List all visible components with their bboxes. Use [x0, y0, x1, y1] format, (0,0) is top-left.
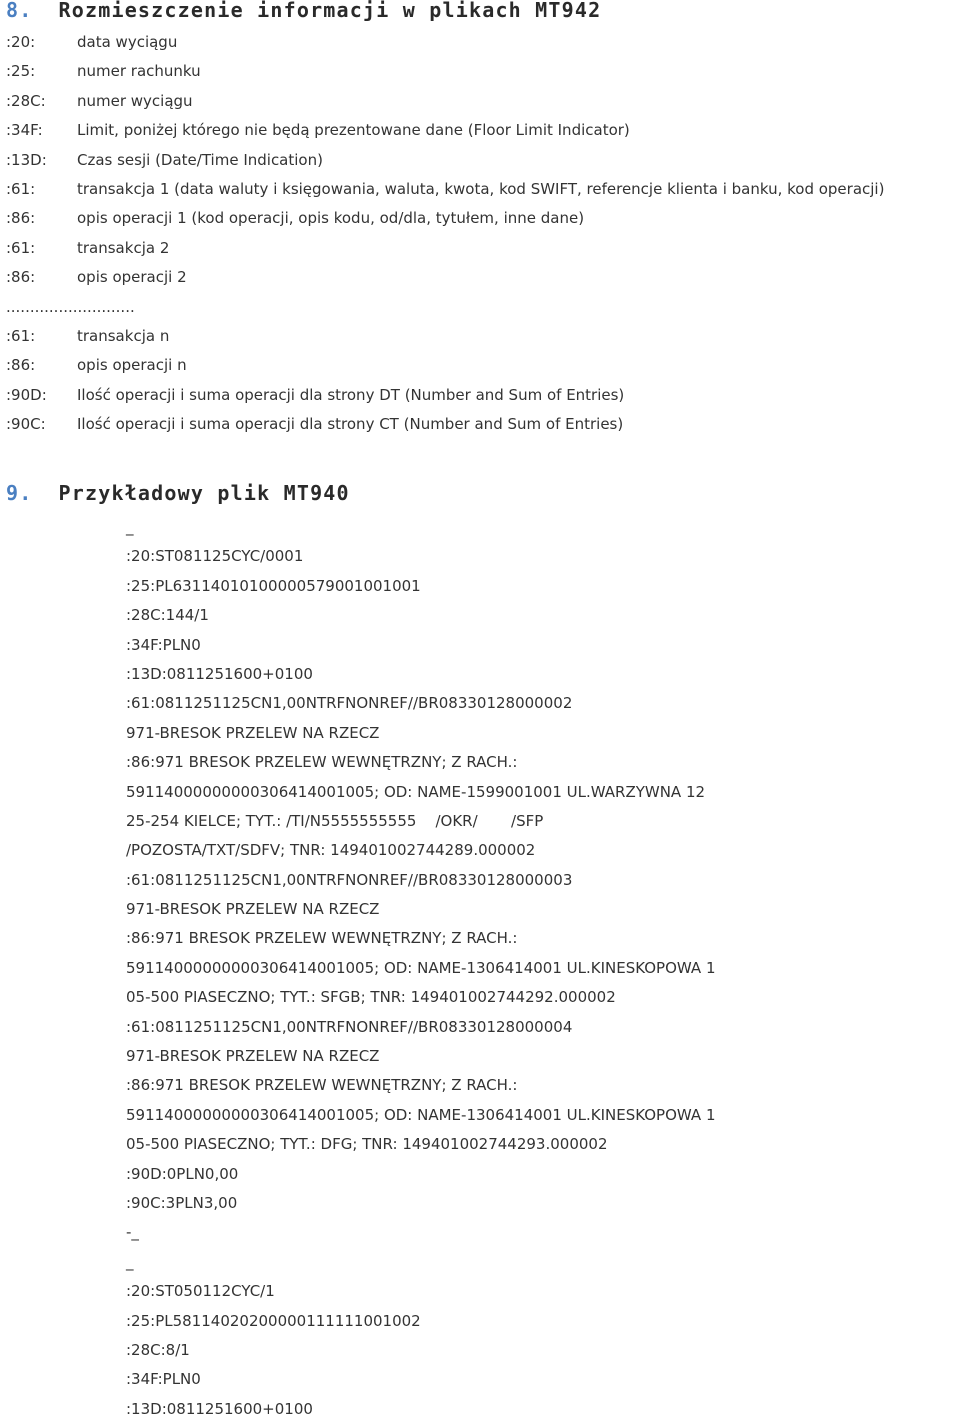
field-tag: :13D:: [6, 150, 47, 169]
field-row: [6, 263, 960, 292]
sample-line: :34F:PLN0: [126, 1370, 201, 1389]
sample-line: :90D:0PLN0,00: [126, 1164, 239, 1183]
sample-line: :61:0811251125CN1,00NTRFNONREF//BR08330128000003: [126, 870, 573, 889]
field-description: Ilość operacji i suma operacji dla strony CT (Number and Sum of Entries): [77, 415, 624, 434]
sample-line: :61:0811251125CN1,00NTRFNONREF//BR08330128000004: [126, 1017, 573, 1036]
sample-line: :25:PL58114020200000111111001002: [126, 1311, 421, 1330]
sample-line: :20:ST050112CYC/1: [126, 1282, 275, 1301]
sample-line: 59114000000000306414001005; OD: NAME-1306414001 UL.KINESKOPOWA 1: [126, 1105, 716, 1124]
sample-line: 05-500 PIASECZNO; TYT.: SFGB; TNR: 149401002744292.000002: [126, 988, 616, 1007]
section-8-heading: [6, 0, 601, 22]
sample-line: _: [126, 1252, 134, 1271]
field-row: [6, 293, 960, 322]
field-description: opis operacji 2: [77, 268, 187, 287]
field-tag: :86:: [6, 356, 36, 375]
field-list: [6, 28, 960, 439]
field-row: [6, 351, 960, 380]
sample-line: -_: [126, 1223, 139, 1242]
field-row: [6, 146, 960, 175]
field-tag: ...........................: [6, 297, 135, 316]
field-tag: :61:: [6, 326, 36, 345]
field-row: [6, 57, 960, 86]
sample-line: 971-BRESOK PRZELEW NA RZECZ: [126, 1047, 380, 1066]
field-tag: :61:: [6, 238, 36, 257]
sample-line: :28C:144/1: [126, 606, 209, 625]
field-row: [6, 234, 960, 263]
field-description: Limit, poniżej którego nie będą prezentowane dane (Floor Limit Indicator): [77, 121, 630, 140]
field-tag: :61:: [6, 179, 36, 198]
field-description: transakcja n: [77, 326, 170, 345]
field-tag: :34F:: [6, 121, 43, 140]
sample-line: 25-254 KIELCE; TYT.: /TI/N5555555555 /OKR/ /SFP: [126, 811, 544, 830]
sample-line: :13D:0811251600+0100: [126, 664, 313, 683]
field-description: transakcja 2: [77, 238, 170, 257]
field-tag: :90C:: [6, 415, 46, 434]
field-row: [6, 204, 960, 233]
field-description: opis operacji 1 (kod operacji, opis kodu, od/dla, tytułem, inne dane): [77, 209, 585, 228]
sample-line: :86:971 BRESOK PRZELEW WEWNĘTRZNY; Z RACH.:: [126, 753, 518, 772]
sample-line: :28C:8/1: [126, 1340, 190, 1359]
sample-line: 59114000000000306414001005; OD: NAME-1306414001 UL.KINESKOPOWA 1: [126, 958, 716, 977]
sample-line: :25:PL63114010100000579001001001: [126, 576, 421, 595]
section-9-heading: [6, 481, 350, 505]
sample-line: :13D:0811251600+0100: [126, 1399, 313, 1418]
field-description: data wyciągu: [77, 33, 178, 51]
field-description: transakcja 1 (data waluty i księgowania, waluta, kwota, kod SWIFT, referencje klienta i banku, kod operacji): [77, 179, 885, 198]
field-tag: :20:: [6, 33, 36, 51]
sample-line: :90C:3PLN3,00: [126, 1193, 238, 1212]
field-tag: :28C:: [6, 91, 46, 110]
sample-line: 59114000000000306414001005; OD: NAME-1599001001 UL.WARZYWNA 12: [126, 782, 706, 801]
field-tag: :25:: [6, 62, 36, 81]
sample-line: _: [126, 518, 134, 536]
field-tag: :86:: [6, 209, 36, 228]
field-tag: :86:: [6, 268, 36, 287]
field-description: Czas sesji (Date/Time Indication): [77, 150, 323, 169]
sample-line: :86:971 BRESOK PRZELEW WEWNĘTRZNY; Z RACH.:: [126, 929, 518, 948]
field-row: [6, 322, 960, 351]
sample-line: /POZOSTA/TXT/SDFV; TNR: 149401002744289.000002: [126, 841, 536, 860]
sample-line: 05-500 PIASECZNO; TYT.: DFG; TNR: 149401002744293.000002: [126, 1135, 608, 1154]
field-row: [6, 175, 960, 204]
sample-line: :34F:PLN0: [126, 635, 201, 654]
field-description: Ilość operacji i suma operacji dla strony DT (Number and Sum of Entries): [77, 385, 625, 404]
field-row: [6, 116, 960, 145]
section-title: Przykładowy plik MT940: [58, 481, 350, 505]
sample-file-listing: [126, 513, 716, 1424]
section-title: Rozmieszczenie informacji w plikach MT942: [58, 0, 602, 22]
field-row: [6, 381, 960, 410]
field-row: [6, 410, 960, 439]
field-tag: :90D:: [6, 385, 47, 404]
section-number: 9.: [6, 481, 33, 505]
field-description: opis operacji n: [77, 356, 187, 375]
sample-line: :61:0811251125CN1,00NTRFNONREF//BR08330128000002: [126, 694, 573, 713]
field-row: [6, 28, 960, 57]
field-description: numer rachunku: [77, 62, 201, 81]
field-description: numer wyciągu: [77, 91, 193, 110]
field-row: [6, 87, 960, 116]
sample-line: :86:971 BRESOK PRZELEW WEWNĘTRZNY; Z RACH.:: [126, 1076, 518, 1095]
section-number: 8.: [6, 0, 33, 22]
sample-line: 971-BRESOK PRZELEW NA RZECZ: [126, 723, 380, 742]
sample-line: :20:ST081125CYC/0001: [126, 547, 304, 566]
sample-line: 971-BRESOK PRZELEW NA RZECZ: [126, 900, 380, 919]
